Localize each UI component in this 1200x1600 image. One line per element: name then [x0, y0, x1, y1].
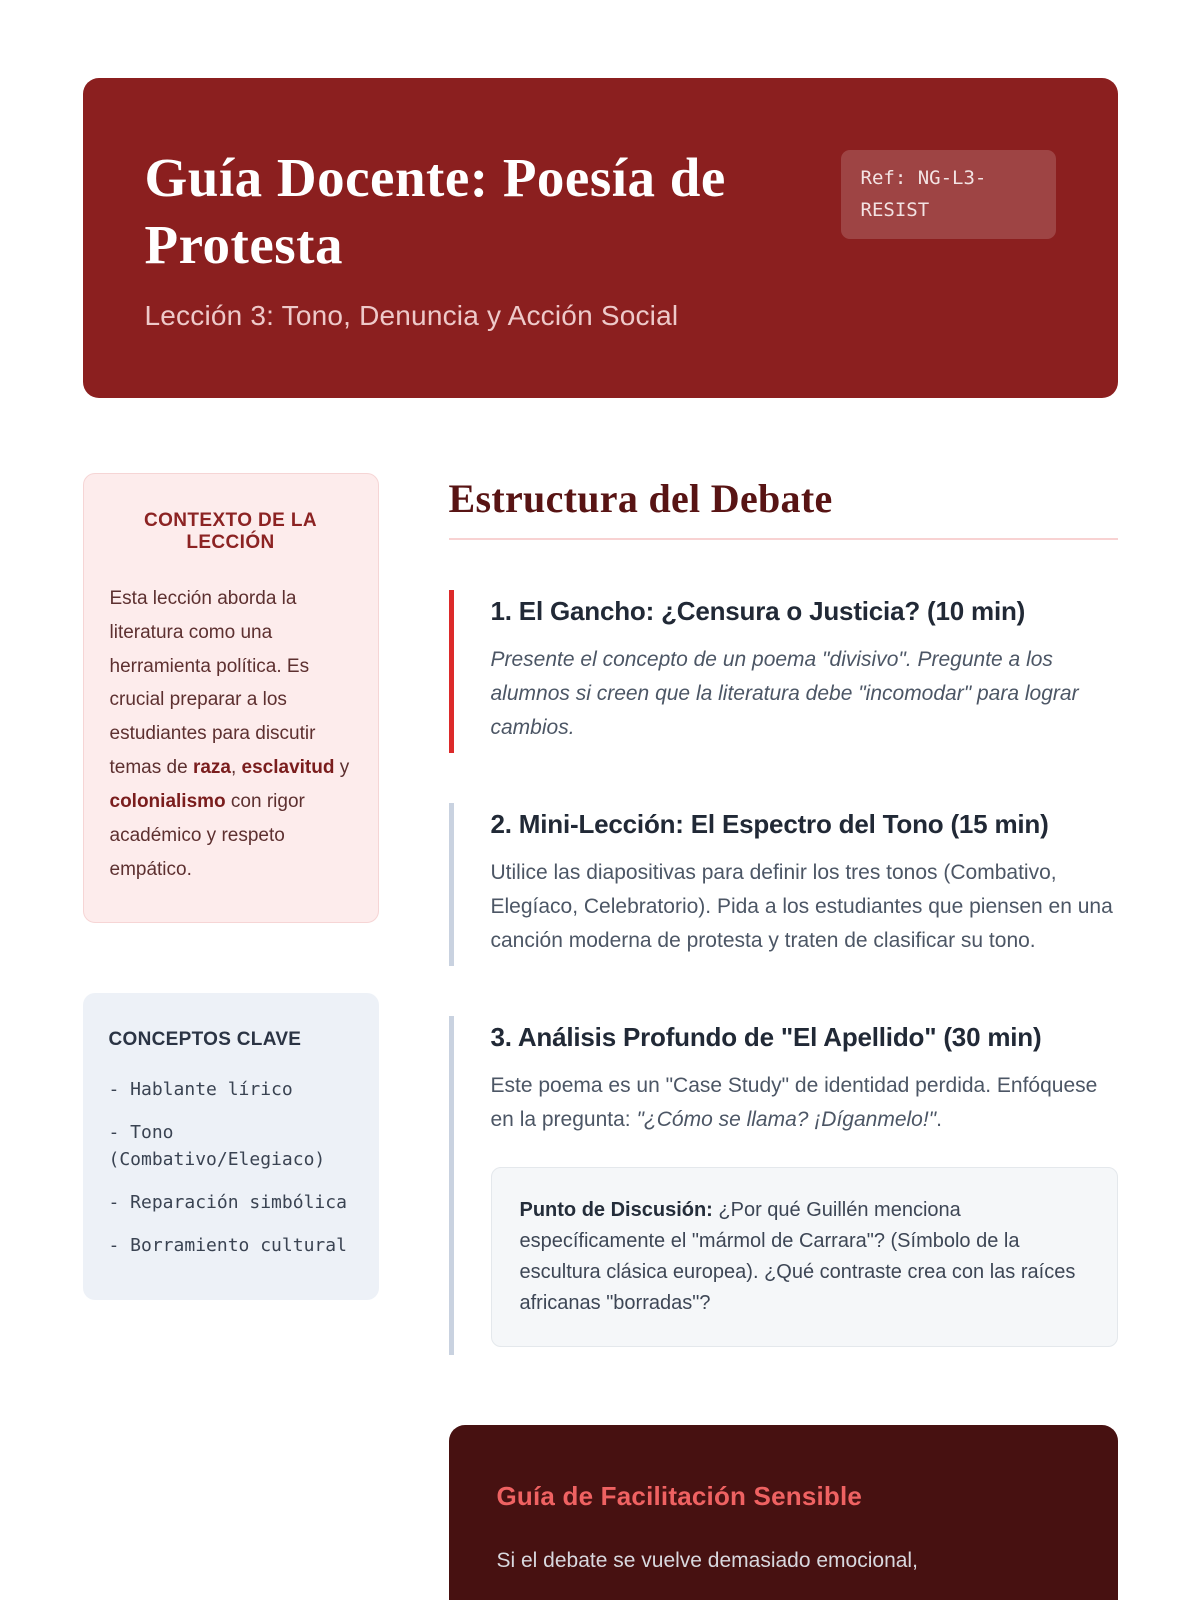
context-text: con rigor académico y respeto empático.	[109, 790, 305, 880]
agenda-item-3-text: .	[936, 1108, 942, 1132]
discussion-label: Punto de Discusión:	[519, 1199, 713, 1222]
agenda-item-2	[449, 803, 1118, 966]
ref-badge: Ref: NG-L3-RESIST	[841, 150, 1056, 239]
main-heading: Estructura del Debate	[449, 475, 1118, 540]
agenda-item-1-body: Presente el concepto de un poema "divisivo". Pregunte a los alumnos si creen que la literatura debe "incomodar" para lograr cambios.	[490, 648, 1079, 740]
agenda-item-2-body: Utilice las diapositivas para definir los tres tonos (Combativo, Elegíaco, Celebratorio). Pida a los estudiantes que piensen en una canción moderna de protesta y traten de clasificar su tono.	[490, 861, 1113, 953]
concept-item: - Borramiento cultural	[108, 1234, 347, 1256]
context-text: ,	[230, 757, 242, 779]
context-bold-colonialismo: colonialismo	[109, 790, 226, 812]
main-column	[449, 473, 1118, 1600]
concept-item: - Hablante lírico	[108, 1079, 293, 1101]
context-bold-esclavitud: esclavitud	[241, 757, 335, 779]
concept-item: - Reparación simbólica	[108, 1191, 347, 1213]
discussion-box	[491, 1167, 1118, 1347]
agenda-item-1-title: 1. El Gancho: ¿Censura o Justicia? (10 min)	[490, 596, 1026, 626]
page-subtitle: Lección 3: Tono, Denuncia y Acción Social	[144, 300, 679, 332]
discussion-text: ¿Por qué Guillén menciona específicamente el "mármol de Carrara"? (Símbolo de la escultura clásica europea). ¿Qué contraste crea con las raíces africanas "borradas"?	[519, 1199, 1076, 1315]
context-card	[83, 473, 379, 923]
concepts-heading: CONCEPTOS CLAVE	[108, 1029, 302, 1051]
page-title: Guía Docente: Poesía de Protesta	[144, 147, 726, 276]
agenda-item-3	[449, 1016, 1118, 1355]
agenda-item-3-quote: "¿Cómo se llama? ¡Díganmelo!"	[636, 1108, 937, 1132]
agenda-item-2-title: 2. Mini-Lección: El Espectro del Tono (15 min)	[490, 809, 1049, 840]
agenda-item-3-body	[491, 1069, 1118, 1137]
facilitation-card	[449, 1425, 1118, 1600]
concept-item: - Tono (Combativo/Elegiaco)	[108, 1122, 326, 1170]
context-text: y	[334, 757, 350, 779]
facilitation-heading: Guía de Facilitación Sensible	[496, 1481, 863, 1512]
agenda-item-3-title: 3. Análisis Profundo de "El Apellido" (30 min)	[490, 1022, 1042, 1053]
context-bold-raza: raza	[192, 757, 231, 779]
context-text: Esta lección aborda la literatura como una herramienta política. Es crucial preparar a los estudiantes para discutir temas de	[109, 588, 316, 779]
sidebar	[83, 473, 379, 1300]
context-body	[110, 582, 352, 886]
context-heading: CONTEXTO DE LA LECCIÓN	[143, 510, 318, 553]
concepts-card	[83, 993, 379, 1299]
header-banner	[83, 78, 1118, 398]
content-columns	[83, 473, 1118, 1600]
agenda-item-1	[449, 590, 1118, 753]
agenda-item-3-text: Este poema es un "Case Study" de identidad perdida. Enfóquese en la pregunta:	[490, 1074, 1098, 1132]
header-top-row	[145, 144, 1056, 278]
facilitation-body: Si el debate se vuelve demasiado emocional,	[496, 1549, 918, 1573]
